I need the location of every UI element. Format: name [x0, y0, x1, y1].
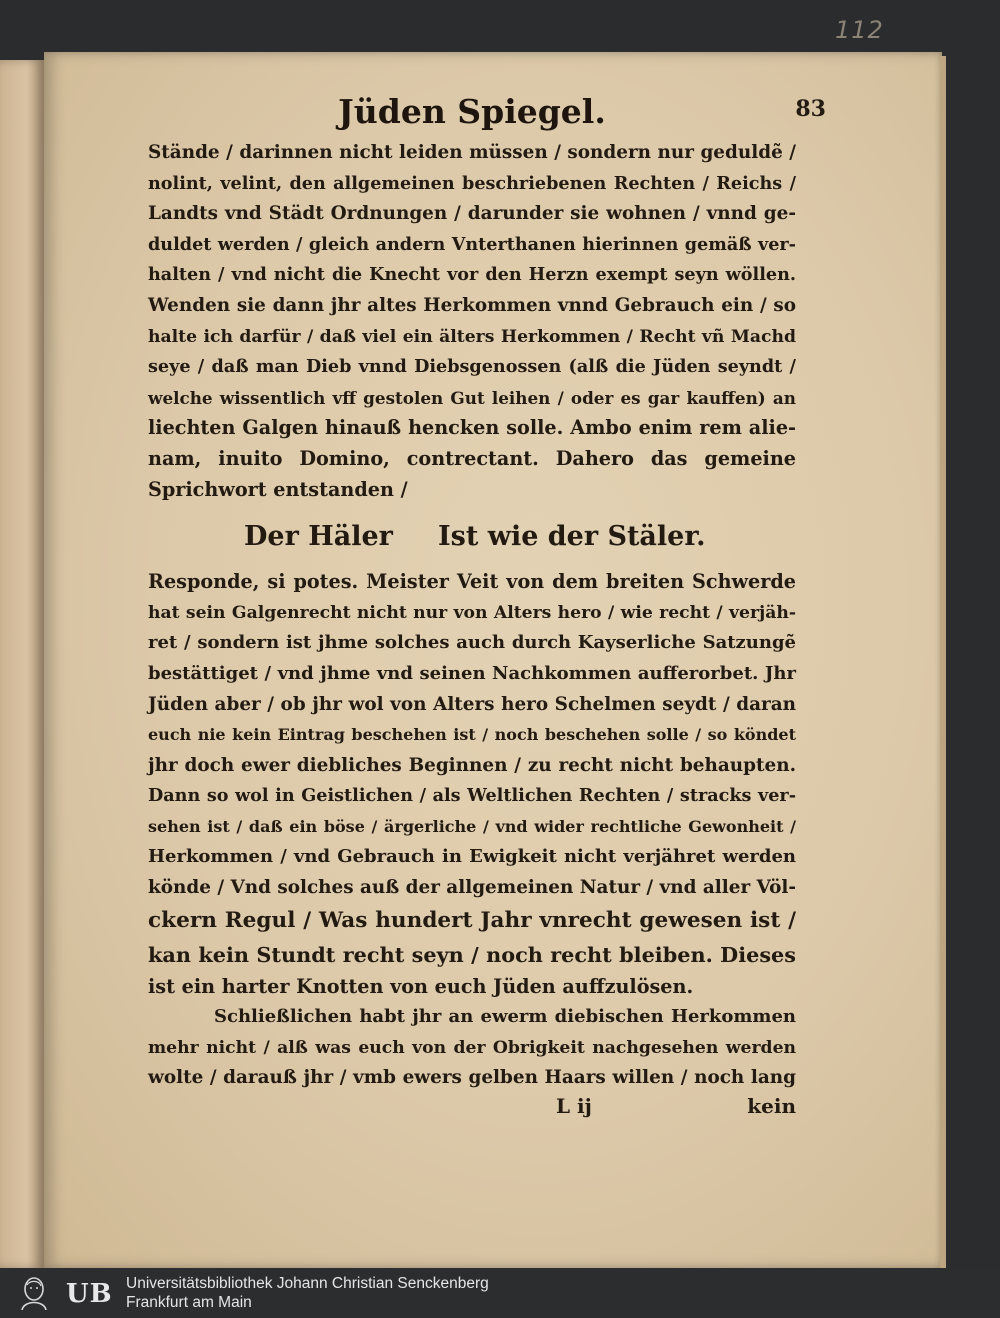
text-line: sehen ist / daß ein böse / ärgerliche / vnd wider rechtliche Gewonheit /: [148, 816, 796, 836]
text-line: bestättiget / vnd jhme vnd seinen Nachkommen aufferorbet. Jhr: [148, 662, 796, 684]
signature-mark: L ij: [556, 1094, 592, 1119]
text-line: ckern Regul / Was hundert Jahr vnrecht gewesen ist /: [148, 907, 796, 933]
text-line: wolte / darauß jhr / vmb ewers gelben Haars willen / noch lang: [148, 1067, 796, 1089]
text-line: Responde, si potes. Meister Veit von dem breiten Schwerde: [148, 570, 796, 594]
pencil-annotation: 112: [835, 16, 884, 44]
ub-logo: [8, 1276, 118, 1310]
text-line: euch nie kein Eintrag beschehen ist / noch beschehen solle / so köndet: [148, 725, 796, 745]
paragraph-2: [148, 567, 796, 1002]
senckenberg-portrait-icon: [8, 1276, 56, 1310]
text-line: halte ich darfür / daß viel ein älters Herkommen / Recht vñ Machd: [148, 326, 796, 347]
text-line: Herkommen / vnd Gebrauch in Ewigkeit nicht verjähret werden: [148, 846, 796, 868]
text-line: ret / sondern ist jhme solches auch durch Kayserliche Satzungẽ: [148, 632, 796, 654]
page-edge: [940, 56, 946, 1268]
paragraph-3: [148, 1002, 796, 1094]
text-line: könde / Vnd solches auß der allgemeinen Natur / vnd aller Völ-: [148, 877, 797, 899]
institution-line-1: Universitätsbibliothek Johann Christian Senckenberg: [126, 1275, 489, 1292]
text-line: halten / vnd nicht die Knecht vor den Herzn exempt seyn wöllen.: [148, 264, 796, 286]
text-line: Dann so wol in Geistlichen / als Weltlichen Rechten / stracks ver-: [148, 785, 796, 807]
text-line: jhr doch ewer diebliches Beginnen / zu recht nicht behaupten.: [148, 754, 796, 776]
text-line: Wenden sie dann jhr altes Herkommen vnnd Gebrauch ein / so: [148, 294, 796, 316]
text-line: kan kein Stundt recht seyn / noch recht bleiben. Dieses: [148, 941, 796, 967]
institution-name: [126, 1274, 489, 1312]
text-line: Jüden aber / ob jhr wol von Alters hero Schelmen seydt / daran: [148, 693, 796, 715]
text-line: Sprichwort entstanden /: [148, 477, 408, 501]
proverb-right: Ist wie der Stäler.: [438, 521, 706, 553]
text-line: Schließlichen habt jhr an ewerm diebischen Herkommen: [214, 1006, 796, 1028]
proverb-left: Der Häler: [244, 521, 393, 553]
text-line: ist ein harter Knotten von euch Jüden auffzulösen.: [148, 974, 694, 998]
institution-line-2: Frankfurt am Main: [126, 1294, 252, 1311]
text-line: seye / daß man Dieb vnnd Diebsgenossen (alß die Jüden seyndt /: [148, 356, 796, 378]
catchword: kein: [747, 1094, 796, 1119]
signature-row: [148, 1094, 796, 1126]
text-line: duldet werden / gleich andern Vnterthanen hierinnen gemäß ver-: [148, 233, 796, 255]
text-line: welche wissentlich vff gestolen Gut leihen / oder es gar kauffen) an: [148, 387, 796, 408]
library-footer: [0, 1268, 1000, 1318]
book-page: [44, 52, 942, 1268]
paragraph-1: [148, 138, 796, 505]
page-number: 83: [795, 96, 826, 122]
ub-logo-text: UB: [66, 1279, 113, 1309]
running-title: Jüden Spiegel.: [338, 92, 606, 131]
text-line: hat sein Galgenrecht nicht nur von Alters hero / wie recht / verjäh-: [148, 602, 796, 623]
text-line: liechten Galgen hinauß hencken solle. Ambo enim rem alie-: [148, 416, 796, 440]
facing-page-edge: [0, 60, 44, 1268]
page-text-block: [148, 90, 826, 1126]
text-line: mehr nicht / alß was euch von der Obrigkeit nachgesehen werden: [148, 1037, 796, 1058]
proverb: [148, 505, 796, 567]
text-line: nolint, velint, den allgemeinen beschriebenen Rechten / Reichs /: [148, 172, 796, 194]
text-line: Stände / darinnen nicht leiden müssen / sondern nur geduldẽ /: [148, 142, 796, 163]
page-header: [148, 90, 826, 138]
text-line: nam, inuito Domino, contrectant. Dahero das gemeine: [148, 446, 796, 470]
text-line: Landts vnd Städt Ordnungen / darunder sie wohnen / vnnd ge-: [148, 203, 796, 225]
